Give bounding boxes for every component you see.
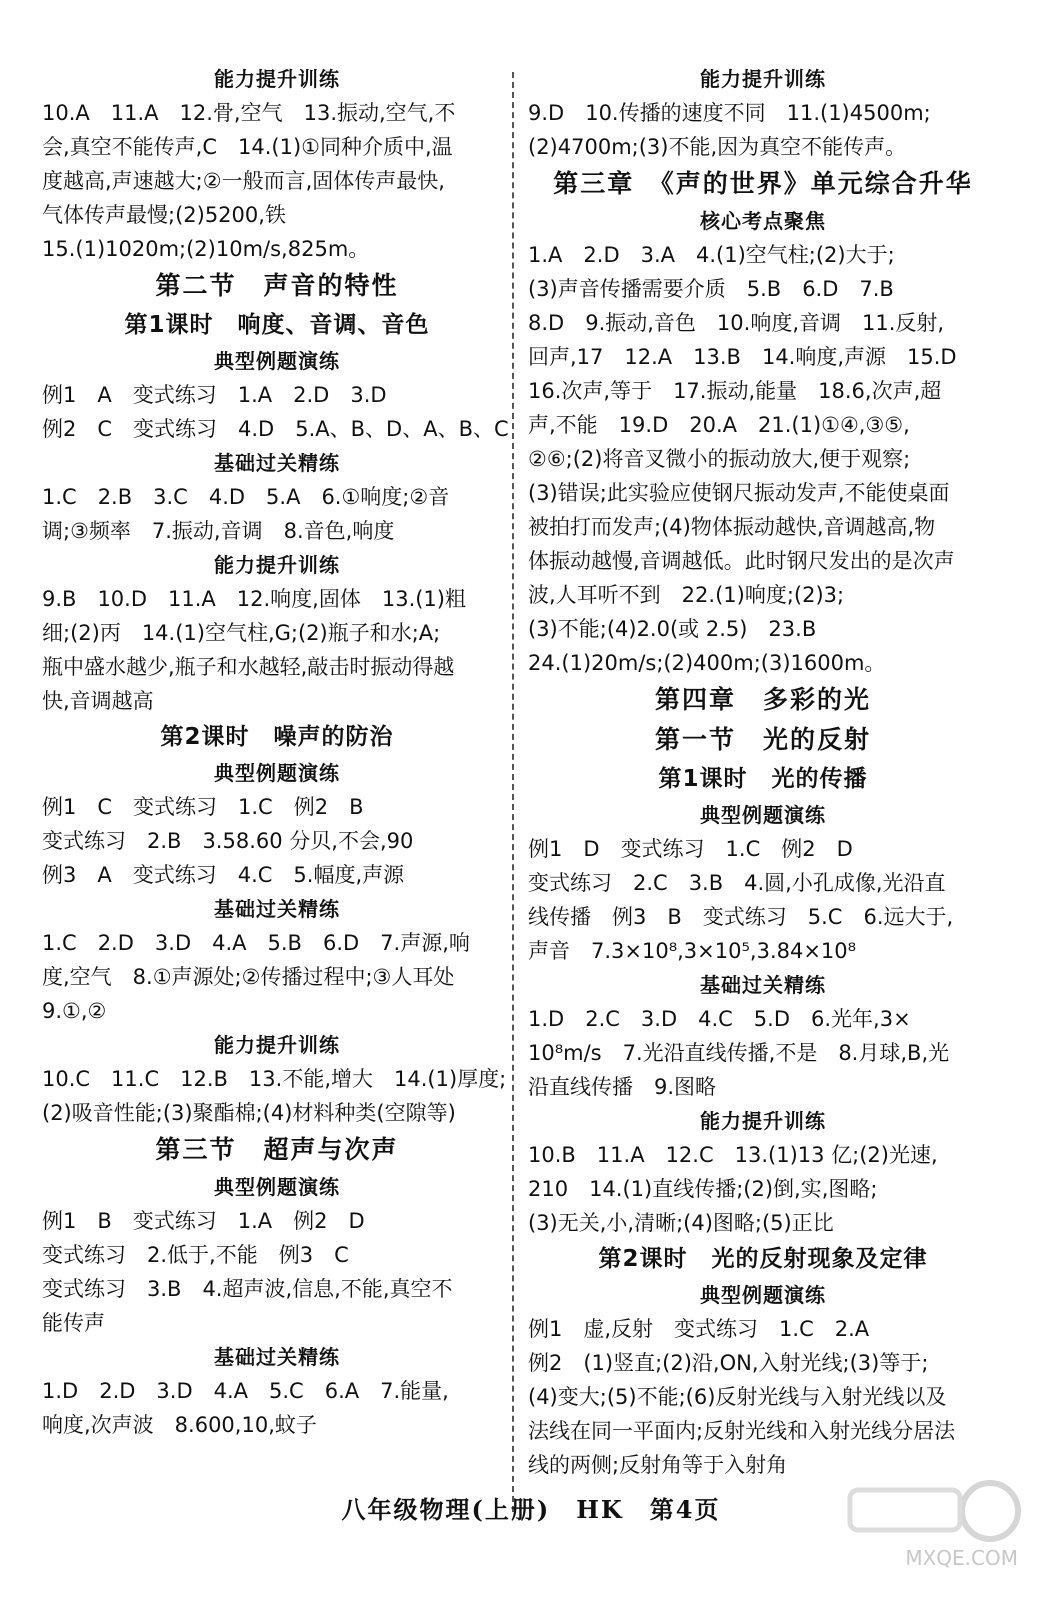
answer-line: 10.B 11.A 12.C 13.(1)13 亿;(2)光速, [528,1143,938,1167]
answer-line: 回声,17 12.A 13.B 14.响度,声源 15.D [528,345,957,369]
section-heading: 第1课时 光的传播 [658,766,868,792]
answer-line: 快,音调越高 [42,689,154,713]
answer-line: 声,不能 19.D 20.A 21.(1)①④,③⑤, [528,413,910,437]
section-heading: 典型例题演练 [214,349,340,373]
answer-line: (3)错误;此实验应使钢尺振动发声,不能使桌面 [528,481,950,505]
answer-line: 1.D 2.C 3.D 4.C 5.D 6.光年,3× [528,1007,911,1031]
page-footer: 八年级物理(上册) HK 第4页 [341,1495,721,1524]
answer-line: 能传声 [42,1311,105,1335]
answer-line: (3)无关,小,清晰;(4)图略;(5)正比 [528,1211,834,1235]
answer-line: 10⁸m/s 7.光沿直线传播,不是 8.月球,B,光 [528,1041,950,1065]
section-heading: 典型例题演练 [214,761,340,785]
answer-line: 24.(1)20m/s;(2)400m;(3)1600m。 [528,651,886,675]
answer-line: (3)不能;(4)2.0(或 2.5) 23.B [528,617,817,641]
answer-line: 210 14.(1)直线传播;(2)倒,实,图略; [528,1177,878,1201]
answer-line: (3)声音传播需要介质 5.B 6.D 7.B [528,277,894,301]
section-heading: 基础过关精练 [214,451,340,475]
column-divider [512,72,514,1512]
answer-line: 例1 虚,反射 变式练习 1.C 2.A [528,1317,870,1341]
answer-line: 波,人耳听不到 22.(1)响度;(2)3; [528,583,845,607]
answer-line: 细;(2)丙 14.(1)空气柱,G;(2)瓶子和水;A; [42,621,441,645]
section-heading: 核心考点聚焦 [700,209,826,233]
section-heading: 第2课时 噪声的防治 [160,724,394,750]
answer-line: 1.C 2.B 3.C 4.D 5.A 6.①响度;②音 [42,485,450,509]
answer-line: 例1 B 变式练习 1.A 例2 D [42,1209,365,1233]
answer-line: 10.C 11.C 12.B 13.不能,增大 14.(1)厚度; [42,1067,507,1091]
answer-line: 被拍打而发声;(4)物体振动越快,音调越高,物 [528,515,936,539]
answer-line: 1.D 2.D 3.D 4.A 5.C 6.A 7.能量, [42,1379,449,1403]
section-heading: 第四章 多彩的光 [654,685,871,714]
section-heading: 第三节 超声与次声 [155,1135,399,1164]
answer-line: 法线在同一平面内;反射光线和入射光线分居法 [528,1419,956,1443]
answer-line: 例3 A 变式练习 4.C 5.幅度,声源 [42,863,405,887]
section-heading: 第三章 《声的世界》单元综合升华 [553,169,973,198]
section-heading: 典型例题演练 [700,803,826,827]
section-heading: 第2课时 光的反射现象及定律 [598,1246,928,1272]
answer-line: 15.(1)1020m;(2)10m/s,825m。 [42,237,370,261]
answer-line: 1.A 2.D 3.A 4.(1)空气柱;(2)大于; [528,243,895,267]
section-heading: 第二节 声音的特性 [155,271,399,300]
answer-line: ②⑥;(2)将音叉微小的振动放大,便于观察; [528,447,911,471]
section-heading: 能力提升训练 [214,553,340,577]
answer-line: 调;③频率 7.振动,音调 8.音色,响度 [42,519,395,543]
section-heading: 第1课时 响度、音调、音色 [124,312,430,338]
section-heading: 能力提升训练 [700,67,826,91]
answer-line: 体振动越慢,音调越低。此时钢尺发出的是次声 [528,549,955,573]
answer-line: 响度,次声波 8.600,10,蚊子 [42,1413,317,1437]
answer-line: 1.C 2.D 3.D 4.A 5.B 6.D 7.声源,响 [42,931,470,955]
answer-line: 度,空气 8.①声源处;②传播过程中;③人耳处 [42,965,455,989]
section-heading: 能力提升训练 [214,1033,340,1057]
answer-line: 例2 (1)竖直;(2)沿,ON,入射光线;(3)等于; [528,1351,929,1375]
answer-line: 例1 D 变式练习 1.C 例2 D [528,837,853,861]
answer-line: 线的两侧;反射角等于入射角 [528,1453,788,1477]
answer-line: 9.B 10.D 11.A 12.响度,固体 13.(1)粗 [42,587,466,611]
section-heading: 典型例题演练 [214,1175,340,1199]
answer-line: 度越高,声速越大;②一般而言,固体传声最快, [42,169,445,193]
answer-line: (4)变大;(5)不能;(6)反射光线与入射光线以及 [528,1385,947,1409]
answer-line: (2)吸音性能;(3)聚酯棉;(4)材料种类(空隙等) [42,1101,456,1125]
answer-line: 声音 7.3×10⁸,3×10⁵,3.84×10⁸ [528,939,857,963]
section-heading: 第一节 光的反射 [654,725,871,754]
answer-line: 9.①,② [42,999,107,1023]
right-column [528,62,998,1482]
answer-line: 例1 A 变式练习 1.A 2.D 3.D [42,383,387,407]
answer-line: 例1 C 变式练习 1.C 例2 B [42,795,364,819]
answer-line: 10.A 11.A 12.骨,空气 13.振动,空气,不 [42,101,456,125]
section-heading: 能力提升训练 [700,1109,826,1133]
section-heading: 能力提升训练 [214,67,340,91]
section-heading: 典型例题演练 [700,1283,826,1307]
section-heading: 基础过关精练 [700,973,826,997]
watermark-text: MXQE.COM [905,1546,1018,1570]
answer-line: 例2 C 变式练习 4.D 5.A、B、D、A、B、C [42,417,509,441]
section-heading: 基础过关精练 [214,897,340,921]
answer-line: 会,真空不能传声,C 14.(1)①同种介质中,温 [42,135,453,159]
left-column [42,62,512,1442]
answer-line: 变式练习 2.C 3.B 4.圆,小孔成像,光沿直 [528,871,946,895]
answer-line: (2)4700m;(3)不能,因为真空不能传声。 [528,135,907,159]
answer-line: 线传播 例3 B 变式练习 5.C 6.远大于, [528,905,954,929]
answer-line: 16.次声,等于 17.振动,能量 18.6,次声,超 [528,379,942,403]
answer-line: 9.D 10.传播的速度不同 11.(1)4500m; [528,101,931,125]
answer-line: 气体传声最慢;(2)5200,铁 [42,203,286,227]
answer-line: 变式练习 2.B 3.58.60 分贝,不会,90 [42,829,414,853]
answer-line: 瓶中盛水越少,瓶子和水越轻,敲击时振动得越 [42,655,455,679]
answer-line: 变式练习 3.B 4.超声波,信息,不能,真空不 [42,1277,453,1301]
answer-line: 8.D 9.振动,音色 10.响度,音调 11.反射, [528,311,945,335]
answer-line: 变式练习 2.低于,不能 例3 C [42,1243,349,1267]
answer-line: 沿直线传播 9.图略 [528,1075,717,1099]
section-heading: 基础过关精练 [214,1345,340,1369]
